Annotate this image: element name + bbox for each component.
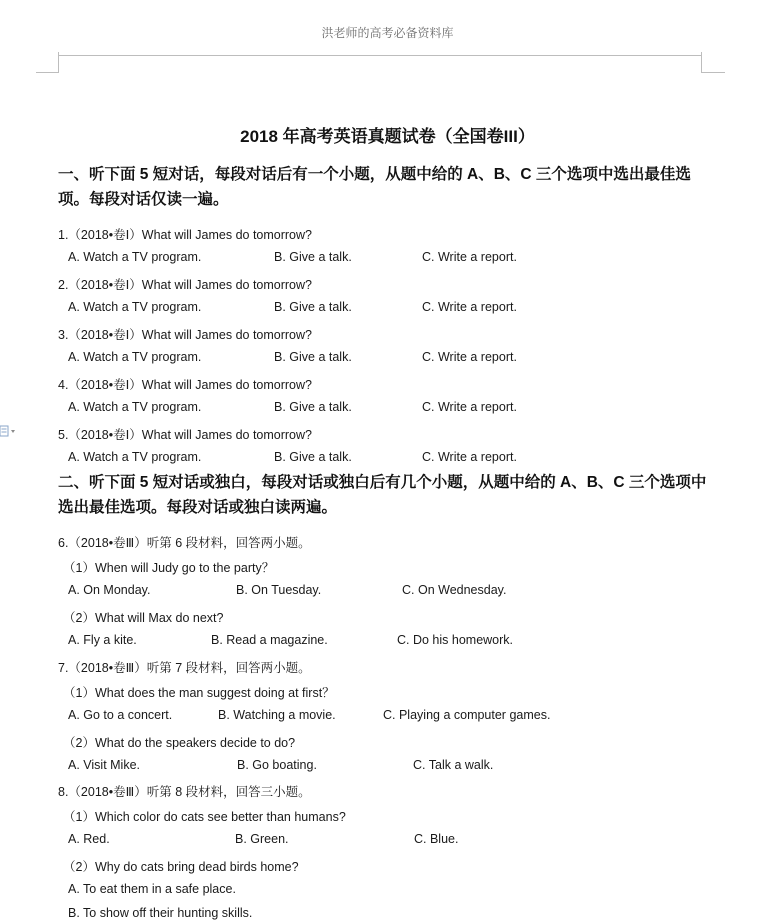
option-a: A. Visit Mike. [68, 758, 141, 772]
option-b: B. Give a talk. [274, 250, 352, 264]
option-c: C. Blue. [414, 832, 459, 846]
question-stem: 1.（2018•卷Ⅰ）What will James do tomorrow? [58, 228, 312, 242]
header-text: 洪老师的高考必备资料库 [321, 26, 454, 40]
question-stem: 7.（2018•卷Ⅲ）听第 7 段材料，回答两小题。 [58, 661, 311, 675]
section2-heading: 二、听下面 5 短对话或独白，每段对话或独白后有几个小题，从题中给的 A、B、C 三个选项中选出最佳选项。每段对话或独白读两遍。 [58, 474, 707, 516]
margin-line-right-vertical [701, 52, 702, 73]
sub-question: （1）What does the man suggest doing at first？ [63, 686, 335, 700]
question-stem: 6.（2018•卷Ⅲ）听第 6 段材料，回答两小题。 [58, 536, 311, 550]
sub-question: （2）Why do cats bring dead birds home? [63, 860, 299, 874]
option-c: C. On Wednesday. [402, 583, 507, 597]
option-a: A. On Monday. [68, 583, 151, 597]
option-a: A. Watch a TV program. [68, 250, 202, 264]
option-a: A. Fly a kite. [68, 633, 137, 647]
page-title: 2018 年高考英语真题试卷（全国卷III） [240, 127, 535, 146]
option-b: B. Give a talk. [274, 350, 352, 364]
option-c: C. Talk a walk. [413, 758, 494, 772]
sub-question: （1）When will Judy go to the party？ [63, 561, 275, 575]
option-c: C. Write a report. [422, 300, 517, 314]
sub-question: （1）Which color do cats see better than humans? [63, 810, 346, 824]
option-a: A. Watch a TV program. [68, 350, 202, 364]
option-a: A. Watch a TV program. [68, 450, 202, 464]
sub-question: （2）What do the speakers decide to do? [63, 736, 296, 750]
option-b: B. Read a magazine. [211, 633, 328, 647]
margin-line-left-horizontal [36, 72, 59, 73]
option-c: C. Write a report. [422, 450, 517, 464]
option-b: B. Watching a movie. [218, 708, 336, 722]
option-b: B. Give a talk. [274, 400, 352, 414]
option-b: B. Go boating. [237, 758, 317, 772]
paragraph-anchor-icon[interactable] [0, 424, 18, 438]
option-b: B. To show off their hunting skills. [68, 906, 253, 920]
option-c: C. Playing a computer games. [383, 708, 551, 722]
option-b: B. Give a talk. [274, 300, 352, 314]
option-a: A. Red. [68, 832, 110, 846]
option-b: B. On Tuesday. [236, 583, 322, 597]
margin-line-right-horizontal [701, 72, 725, 73]
header-rule [58, 55, 701, 56]
option-c: C. Write a report. [422, 400, 517, 414]
option-b: B. Green. [235, 832, 289, 846]
question-stem: 4.（2018•卷Ⅰ）What will James do tomorrow? [58, 378, 312, 392]
option-a: A. Watch a TV program. [68, 300, 202, 314]
question-stem: 8.（2018•卷Ⅲ）听第 8 段材料，回答三小题。 [58, 785, 311, 799]
question-stem: 2.（2018•卷Ⅰ）What will James do tomorrow? [58, 278, 312, 292]
option-b: B. Give a talk. [274, 450, 352, 464]
option-a: A. Go to a concert. [68, 708, 173, 722]
section1-heading: 一、听下面 5 短对话，每段对话后有一个小题，从题中给的 A、B、C 三个选项中选出最佳选项。每段对话仅读一遍。 [58, 166, 691, 208]
option-a: A. Watch a TV program. [68, 400, 202, 414]
option-c: C. Write a report. [422, 350, 517, 364]
option-a: A. To eat them in a safe place. [68, 882, 236, 896]
sub-question: （2）What will Max do next? [63, 611, 224, 625]
question-stem: 5.（2018•卷Ⅰ）What will James do tomorrow? [58, 428, 312, 442]
option-c: C. Write a report. [422, 250, 517, 264]
question-stem: 3.（2018•卷Ⅰ）What will James do tomorrow? [58, 328, 312, 342]
option-c: C. Do his homework. [397, 633, 514, 647]
